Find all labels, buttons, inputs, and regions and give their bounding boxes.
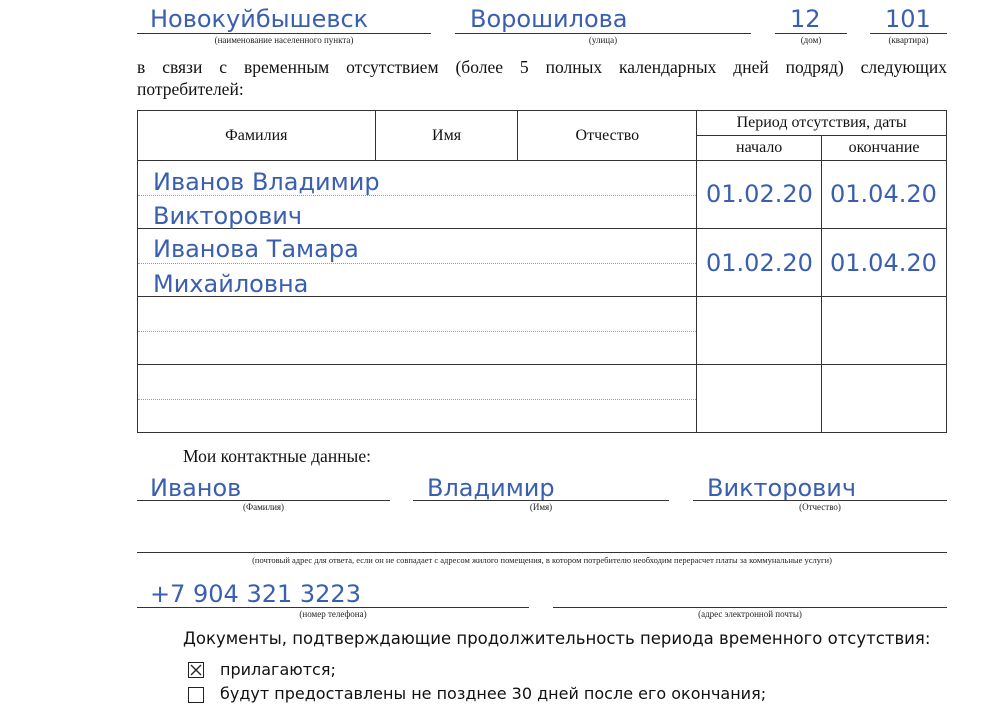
dotted-guide <box>138 399 696 400</box>
city-value: Новокуйбышевск <box>150 5 369 33</box>
row3-start-cell <box>697 297 822 365</box>
row2-end: 01.04.20 <box>830 249 937 277</box>
contact-patronymic: Викторович <box>707 474 857 502</box>
apartment-caption: (квартира) <box>888 35 929 45</box>
email-line <box>553 607 947 608</box>
dotted-guide <box>138 263 696 264</box>
contact-surname-caption: (Фамилия) <box>242 502 285 512</box>
city-caption: (наименование населенного пункта) <box>214 35 354 45</box>
row2-start: 01.02.20 <box>706 249 813 277</box>
street-line <box>455 33 751 34</box>
phone-line <box>137 607 529 608</box>
contacts-heading: Мои контактные данные: <box>183 446 371 466</box>
row3-end-cell <box>822 297 947 365</box>
contact-phone: +7 904 321 3223 <box>150 580 361 608</box>
house-value: 12 <box>790 5 821 33</box>
contact-surname: Иванов <box>150 474 242 502</box>
postal-caption: (почтовый адрес для ответа, если он не совпадает с адресом жилого помещения, в котором потребителю необходим перерасчет платы за коммунальные услуги) <box>252 555 832 565</box>
contact-name-line <box>413 500 669 501</box>
intro-text: в связи с временным отсутствием (более 5 полных календарных дней подряд) следующих <box>137 57 947 77</box>
dotted-guide <box>138 331 696 332</box>
house-caption: (дом) <box>800 35 822 45</box>
row1-end: 01.04.20 <box>830 180 937 208</box>
header-period: Период отсутствия, даты <box>697 111 947 136</box>
attached-checkbox[interactable] <box>188 662 204 678</box>
header-start: начало <box>697 136 822 161</box>
row2-name-line2: Михайловна <box>153 270 309 298</box>
row4-start-cell <box>697 365 822 433</box>
row4-end-cell <box>822 365 947 433</box>
house-line <box>775 33 847 34</box>
documents-heading: Документы, подтверждающие продолжительность периода временного отсутствия: <box>183 629 931 648</box>
street-value: Ворошилова <box>470 5 628 33</box>
contact-surname-line <box>137 500 390 501</box>
contact-name-caption: (Имя) <box>529 502 553 512</box>
city-line <box>137 33 431 34</box>
row2-name-line1: Иванова Тамара <box>153 235 359 263</box>
intro-text-2: потребителей: <box>137 79 244 99</box>
contact-patronymic-caption: (Отчество) <box>799 502 841 512</box>
header-name: Имя <box>375 111 518 161</box>
contact-name: Владимир <box>427 474 555 502</box>
checkbox-x-icon <box>189 663 203 677</box>
apartment-value: 101 <box>885 5 931 33</box>
contact-patronymic-line <box>693 500 947 501</box>
street-caption: (улица) <box>588 35 618 45</box>
row1-start: 01.02.20 <box>706 180 813 208</box>
option-later-label: будут предоставлены не позднее 30 дней после его окончания; <box>220 684 767 703</box>
header-patronymic: Отчество <box>518 111 697 161</box>
option-attached-label: прилагаются; <box>220 660 336 679</box>
later-checkbox[interactable] <box>188 687 204 703</box>
row1-name-line1: Иванов Владимир <box>153 168 380 196</box>
apartment-line <box>870 33 947 34</box>
email-caption: (адрес электронной почты) <box>698 609 802 619</box>
header-surname: Фамилия <box>138 111 376 161</box>
postal-line <box>137 552 947 553</box>
row1-name-line2: Викторович <box>153 202 303 230</box>
header-end: окончание <box>822 136 947 161</box>
phone-caption: (номер телефона) <box>299 609 367 619</box>
